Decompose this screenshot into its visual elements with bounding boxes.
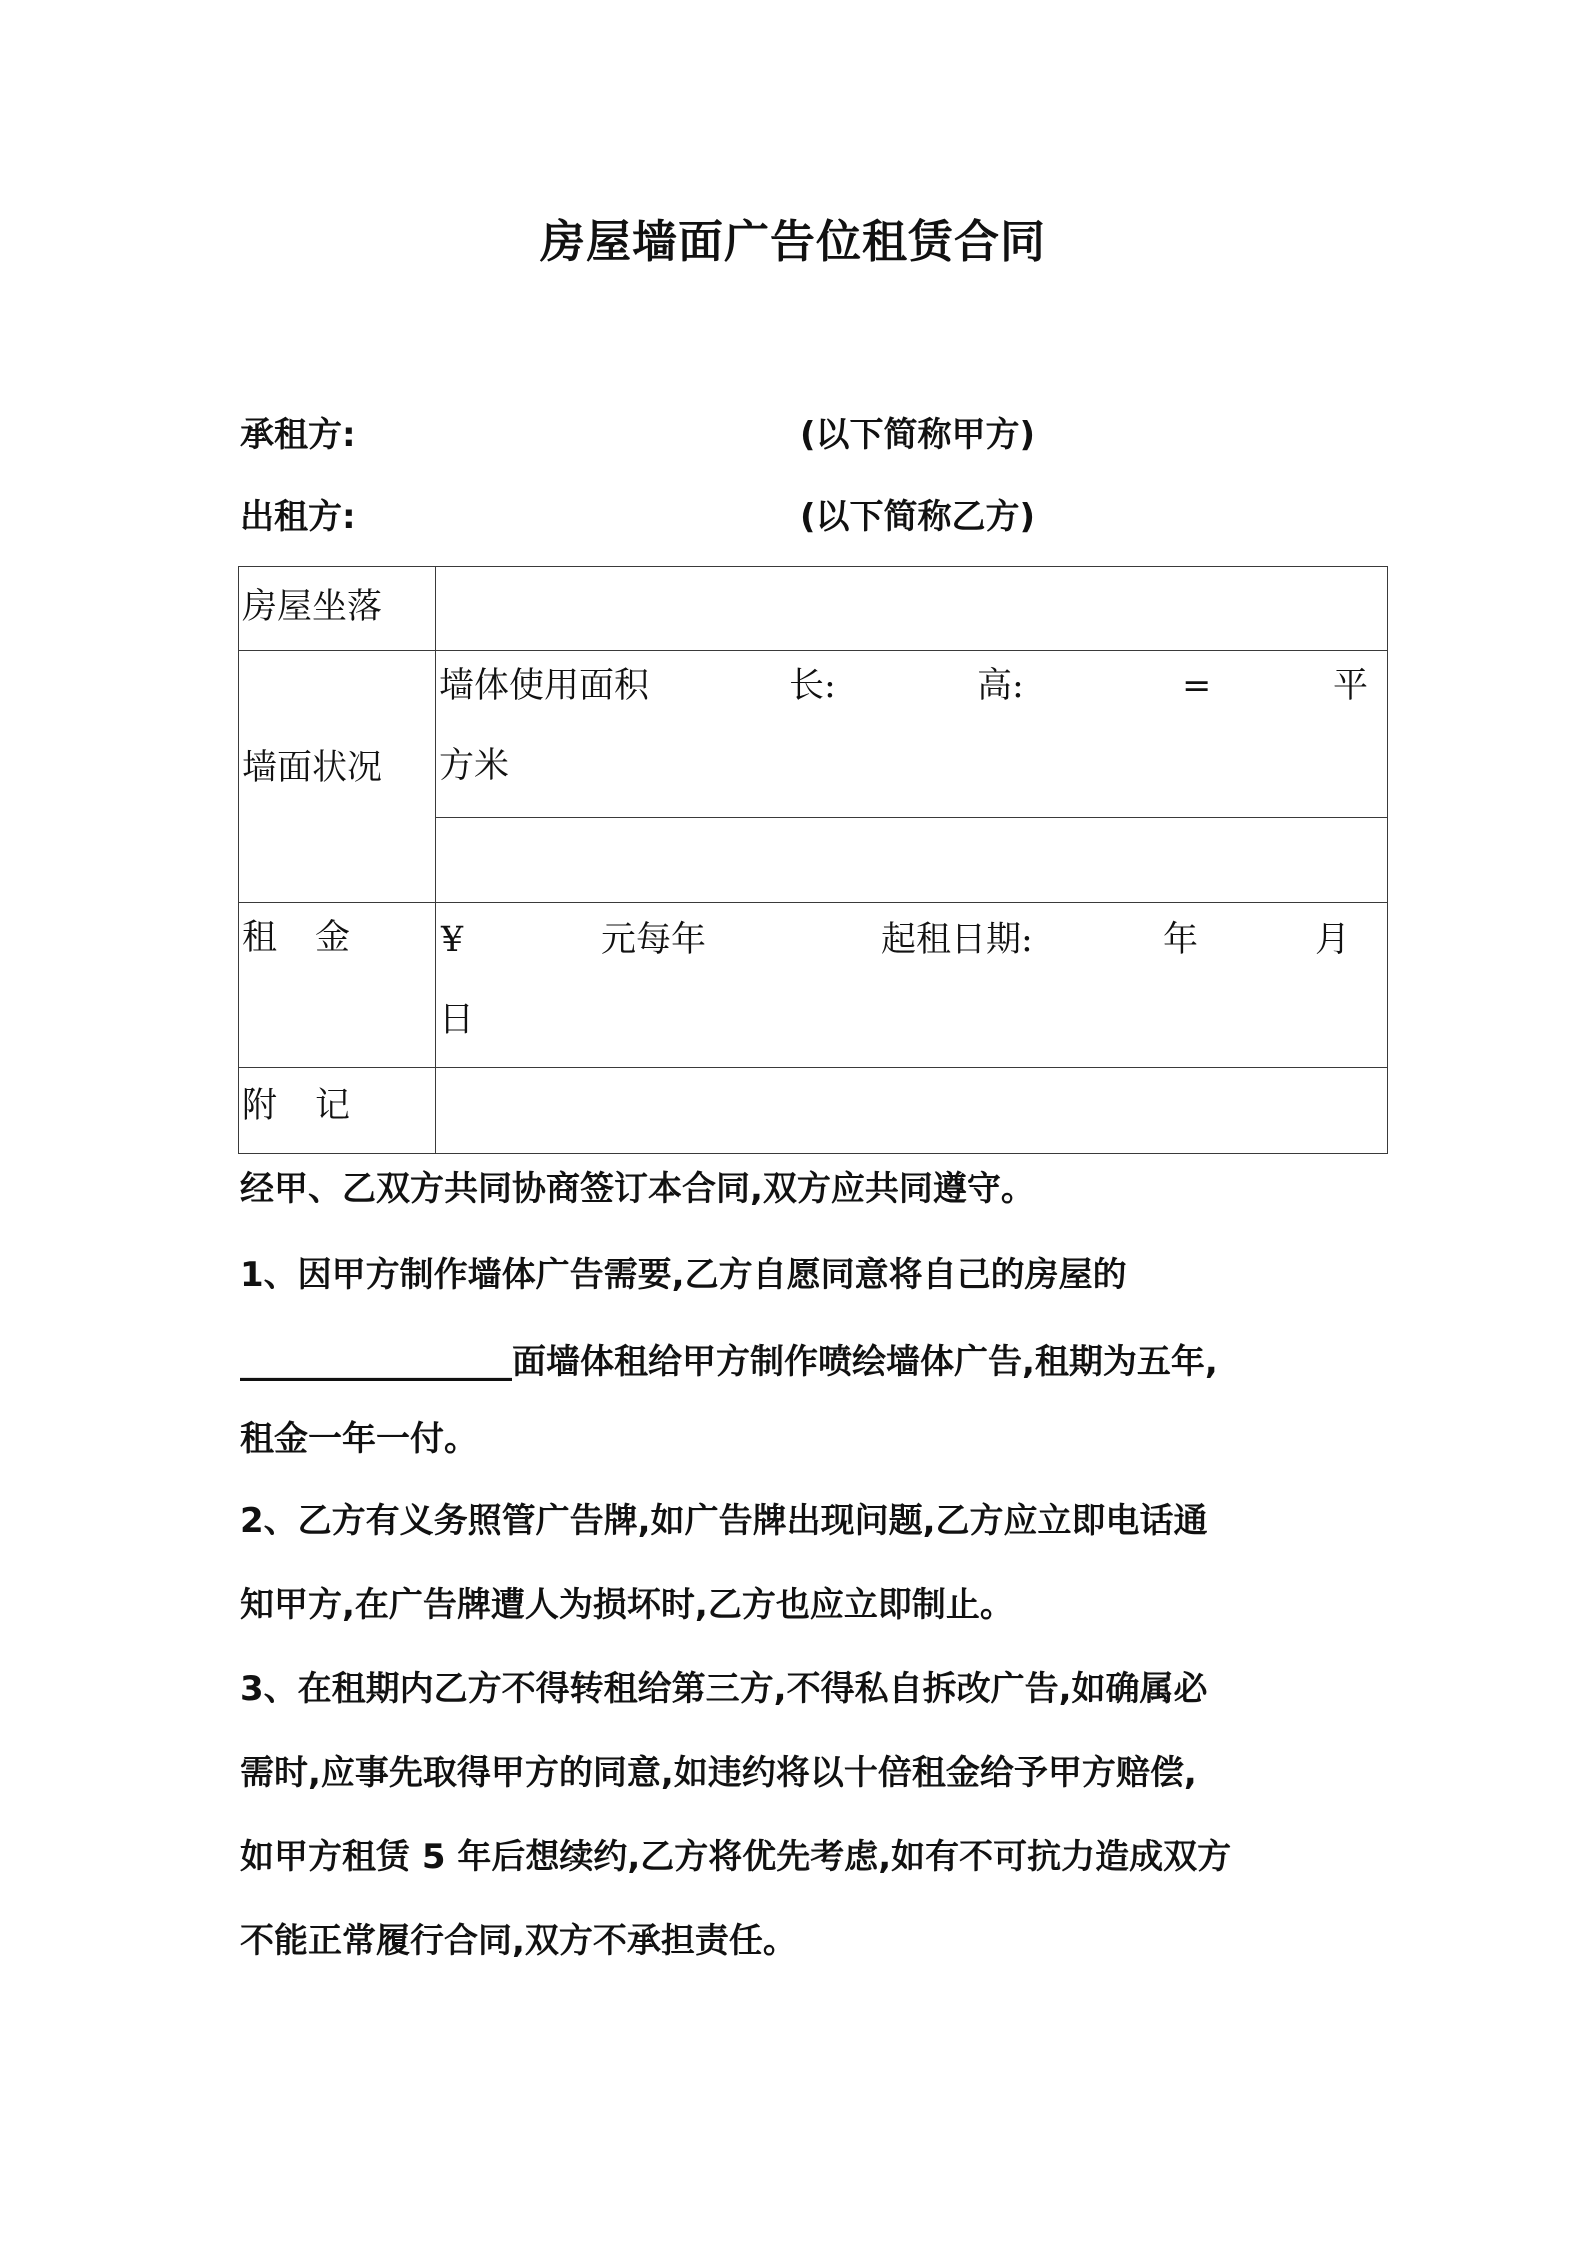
- clause-1-line-2: ________________面墙体租给甲方制作喷绘墙体广告,租期为五年,: [240, 1342, 1218, 1382]
- notes-label-2: 记: [315, 1086, 351, 1126]
- day-char: 日: [439, 1000, 475, 1040]
- table-row-divider-inner: [435, 817, 1387, 818]
- clause-3-line-1: 3、在租期内乙方不得转租给第三方,不得私自拆改广告,如确属必: [240, 1669, 1208, 1709]
- info-table: [238, 566, 1388, 1154]
- table-column-divider: [435, 567, 436, 1153]
- clause-3-line-3: 如甲方租赁 5 年后想续约,乙方将优先考虑,如有不可抗力造成双方: [240, 1837, 1232, 1877]
- clause-2-line-2: 知甲方,在广告牌遭人为损坏时,乙方也应立即制止。: [240, 1585, 1014, 1625]
- height-label: 高:: [977, 666, 1024, 706]
- table-row-divider: [239, 902, 1387, 903]
- lessee-alias: (以下简称甲方): [800, 415, 1036, 455]
- lessee-label: 承租方:: [240, 415, 356, 455]
- clause-1-line-1: 1、因甲方制作墙体广告需要,乙方自愿同意将自己的房屋的: [240, 1255, 1127, 1295]
- notes-label-1: 附: [242, 1086, 278, 1126]
- table-row-divider: [239, 650, 1387, 651]
- location-label: 房屋坐落: [242, 587, 383, 627]
- lessor-label: 出租方:: [240, 497, 356, 537]
- meter-text: 方米: [439, 746, 510, 786]
- per-year-text: 元每年: [601, 920, 707, 960]
- table-row-divider: [239, 1067, 1387, 1068]
- wall-area-label: 墙体使用面积: [439, 666, 650, 706]
- currency-symbol: ¥: [441, 920, 464, 960]
- wall-status-label: 墙面状况: [242, 748, 383, 788]
- clause-2-line-1: 2、乙方有义务照管广告牌,如广告牌出现问题,乙方应立即电话通: [240, 1501, 1208, 1541]
- intro-paragraph: 经甲、乙双方共同协商签订本合同,双方应共同遵守。: [240, 1169, 1035, 1209]
- equals-sign: =: [1182, 666, 1212, 706]
- page-title: 房屋墙面广告位租赁合同: [539, 215, 1046, 268]
- start-date-label: 起租日期:: [881, 920, 1033, 960]
- rent-label-2: 金: [315, 918, 351, 958]
- clause-1-line-3: 租金一年一付。: [240, 1419, 478, 1459]
- length-label: 长:: [789, 666, 836, 706]
- year-char: 年: [1163, 920, 1199, 960]
- lessor-line: [240, 492, 1036, 542]
- lessor-alias: (以下简称乙方): [800, 497, 1036, 537]
- clause-3-line-2: 需时,应事先取得甲方的同意,如违约将以十倍租金给予甲方赔偿,: [240, 1753, 1197, 1793]
- month-char: 月: [1315, 920, 1351, 960]
- square-char: 平: [1333, 666, 1369, 706]
- clause-3-line-4: 不能正常履行合同,双方不承担责任。: [240, 1921, 797, 1961]
- rent-label-1: 租: [242, 918, 278, 958]
- lessee-line: [240, 410, 1036, 460]
